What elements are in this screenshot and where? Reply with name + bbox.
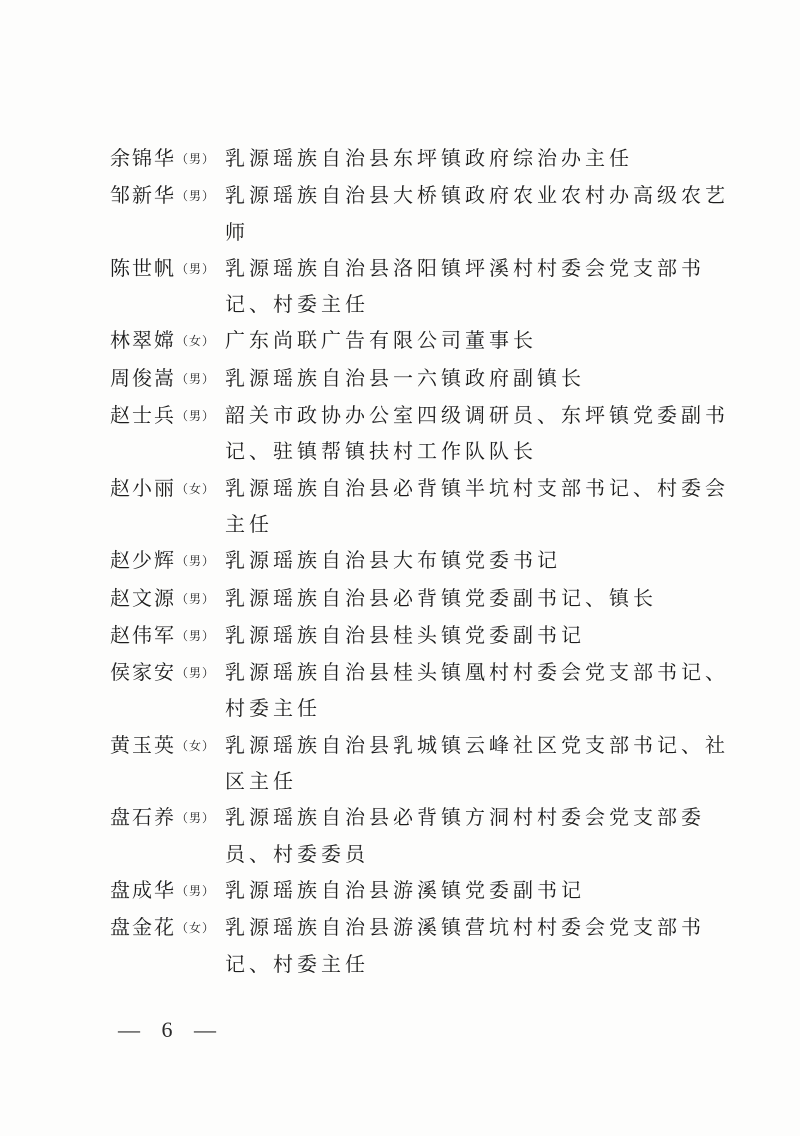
- gender-label: （男）: [176, 666, 216, 681]
- list-item: [110, 470, 750, 543]
- gender-label: （男）: [176, 261, 216, 276]
- person-name: 余锦华: [110, 146, 176, 170]
- entry-name-cell: [110, 872, 225, 909]
- gender-label: （女）: [176, 921, 216, 936]
- gender-label: （男）: [176, 409, 216, 424]
- list-item: [110, 177, 750, 250]
- person-name: 盘石养: [110, 805, 176, 830]
- person-name: 林翠嫦: [110, 328, 176, 353]
- person-name: 陈世帆: [110, 255, 176, 280]
- list-item: [110, 654, 750, 727]
- position-description: 乳源瑶族自治县必背镇方洞村村委会党支部委员、村委委员: [225, 805, 705, 866]
- page-number: — 6 —: [118, 1017, 224, 1042]
- position-description: 乳源瑶族自治县必背镇半坑村支部书记、村委会主任: [225, 475, 729, 536]
- entry-name-cell: [110, 177, 225, 250]
- person-name: 赵士兵: [110, 403, 176, 428]
- entry-name-cell: [110, 617, 225, 654]
- gender-label: （男）: [176, 371, 216, 386]
- person-name: 侯家安: [110, 660, 176, 685]
- entry-name-cell: [110, 799, 225, 872]
- person-name: 黄玉英: [110, 732, 176, 757]
- gender-label: （男）: [176, 152, 216, 166]
- gender-label: （男）: [176, 628, 216, 643]
- entry-name-cell: [110, 250, 225, 323]
- position-description: 乳源瑶族自治县乳城镇云峰社区党支部书记、社区主任: [225, 732, 729, 794]
- gender-label: （男）: [176, 811, 216, 826]
- position-description: 乳源瑶族自治县东坪镇政府综治办主任: [225, 146, 633, 170]
- gender-label: （女）: [176, 481, 216, 496]
- gender-label: （男）: [176, 883, 216, 898]
- position-description: 乳源瑶族自治县洛阳镇坪溪村村委会党支部书记、村委主任: [225, 255, 705, 317]
- gender-label: （男）: [176, 189, 216, 204]
- position-description: 乳源瑶族自治县必背镇党委副书记、镇长: [225, 585, 657, 610]
- list-item: [110, 140, 750, 177]
- person-name: 邹新华: [110, 183, 176, 208]
- entry-name-cell: [110, 909, 225, 982]
- person-name: 周俊嵩: [110, 365, 176, 390]
- gender-label: （女）: [176, 334, 216, 349]
- position-description: 乳源瑶族自治县大桥镇政府农业农村办高级农艺师: [225, 183, 729, 244]
- entry-name-cell: [110, 654, 225, 727]
- entry-name-cell: [110, 727, 225, 800]
- member-list: [110, 140, 750, 982]
- entry-name-cell: [110, 397, 225, 470]
- list-item: [110, 872, 750, 909]
- entry-name-cell: [110, 542, 225, 579]
- person-name: 赵小丽: [110, 475, 176, 500]
- position-description: 广东尚联广告有限公司董事长: [225, 328, 537, 353]
- position-description: 乳源瑶族自治县大布镇党委书记: [225, 548, 561, 573]
- entry-name-cell: [110, 360, 225, 397]
- person-name: 赵文源: [110, 585, 176, 610]
- list-item: [110, 727, 750, 800]
- gender-label: （女）: [176, 738, 216, 753]
- position-description: 乳源瑶族自治县游溪镇党委副书记: [225, 877, 585, 902]
- list-item: [110, 580, 750, 617]
- list-item: [110, 909, 750, 982]
- position-description: 韶关市政协办公室四级调研员、东坪镇党委副书记、驻镇帮镇扶村工作队队长: [225, 403, 729, 464]
- gender-label: （男）: [176, 554, 216, 569]
- person-name: 盘金花: [110, 915, 176, 940]
- list-item: [110, 542, 750, 579]
- entry-name-cell: [110, 322, 225, 359]
- position-description: 乳源瑶族自治县游溪镇营坑村村委会党支部书记、村委主任: [225, 915, 705, 976]
- person-name: 赵伟军: [110, 622, 176, 647]
- list-item: [110, 250, 750, 323]
- list-item: [110, 799, 750, 872]
- entry-name-cell: [110, 140, 225, 177]
- list-item: [110, 360, 750, 397]
- position-description: 乳源瑶族自治县桂头镇凰村村委会党支部书记、村委主任: [225, 660, 729, 721]
- entry-name-cell: [110, 470, 225, 543]
- entry-name-cell: [110, 580, 225, 617]
- gender-label: （男）: [176, 591, 216, 606]
- list-item: [110, 322, 750, 359]
- position-description: 乳源瑶族自治县桂头镇党委副书记: [225, 622, 585, 647]
- position-description: 乳源瑶族自治县一六镇政府副镇长: [225, 365, 585, 390]
- person-name: 赵少辉: [110, 548, 176, 573]
- list-item: [110, 397, 750, 470]
- person-name: 盘成华: [110, 877, 176, 902]
- list-item: [110, 617, 750, 654]
